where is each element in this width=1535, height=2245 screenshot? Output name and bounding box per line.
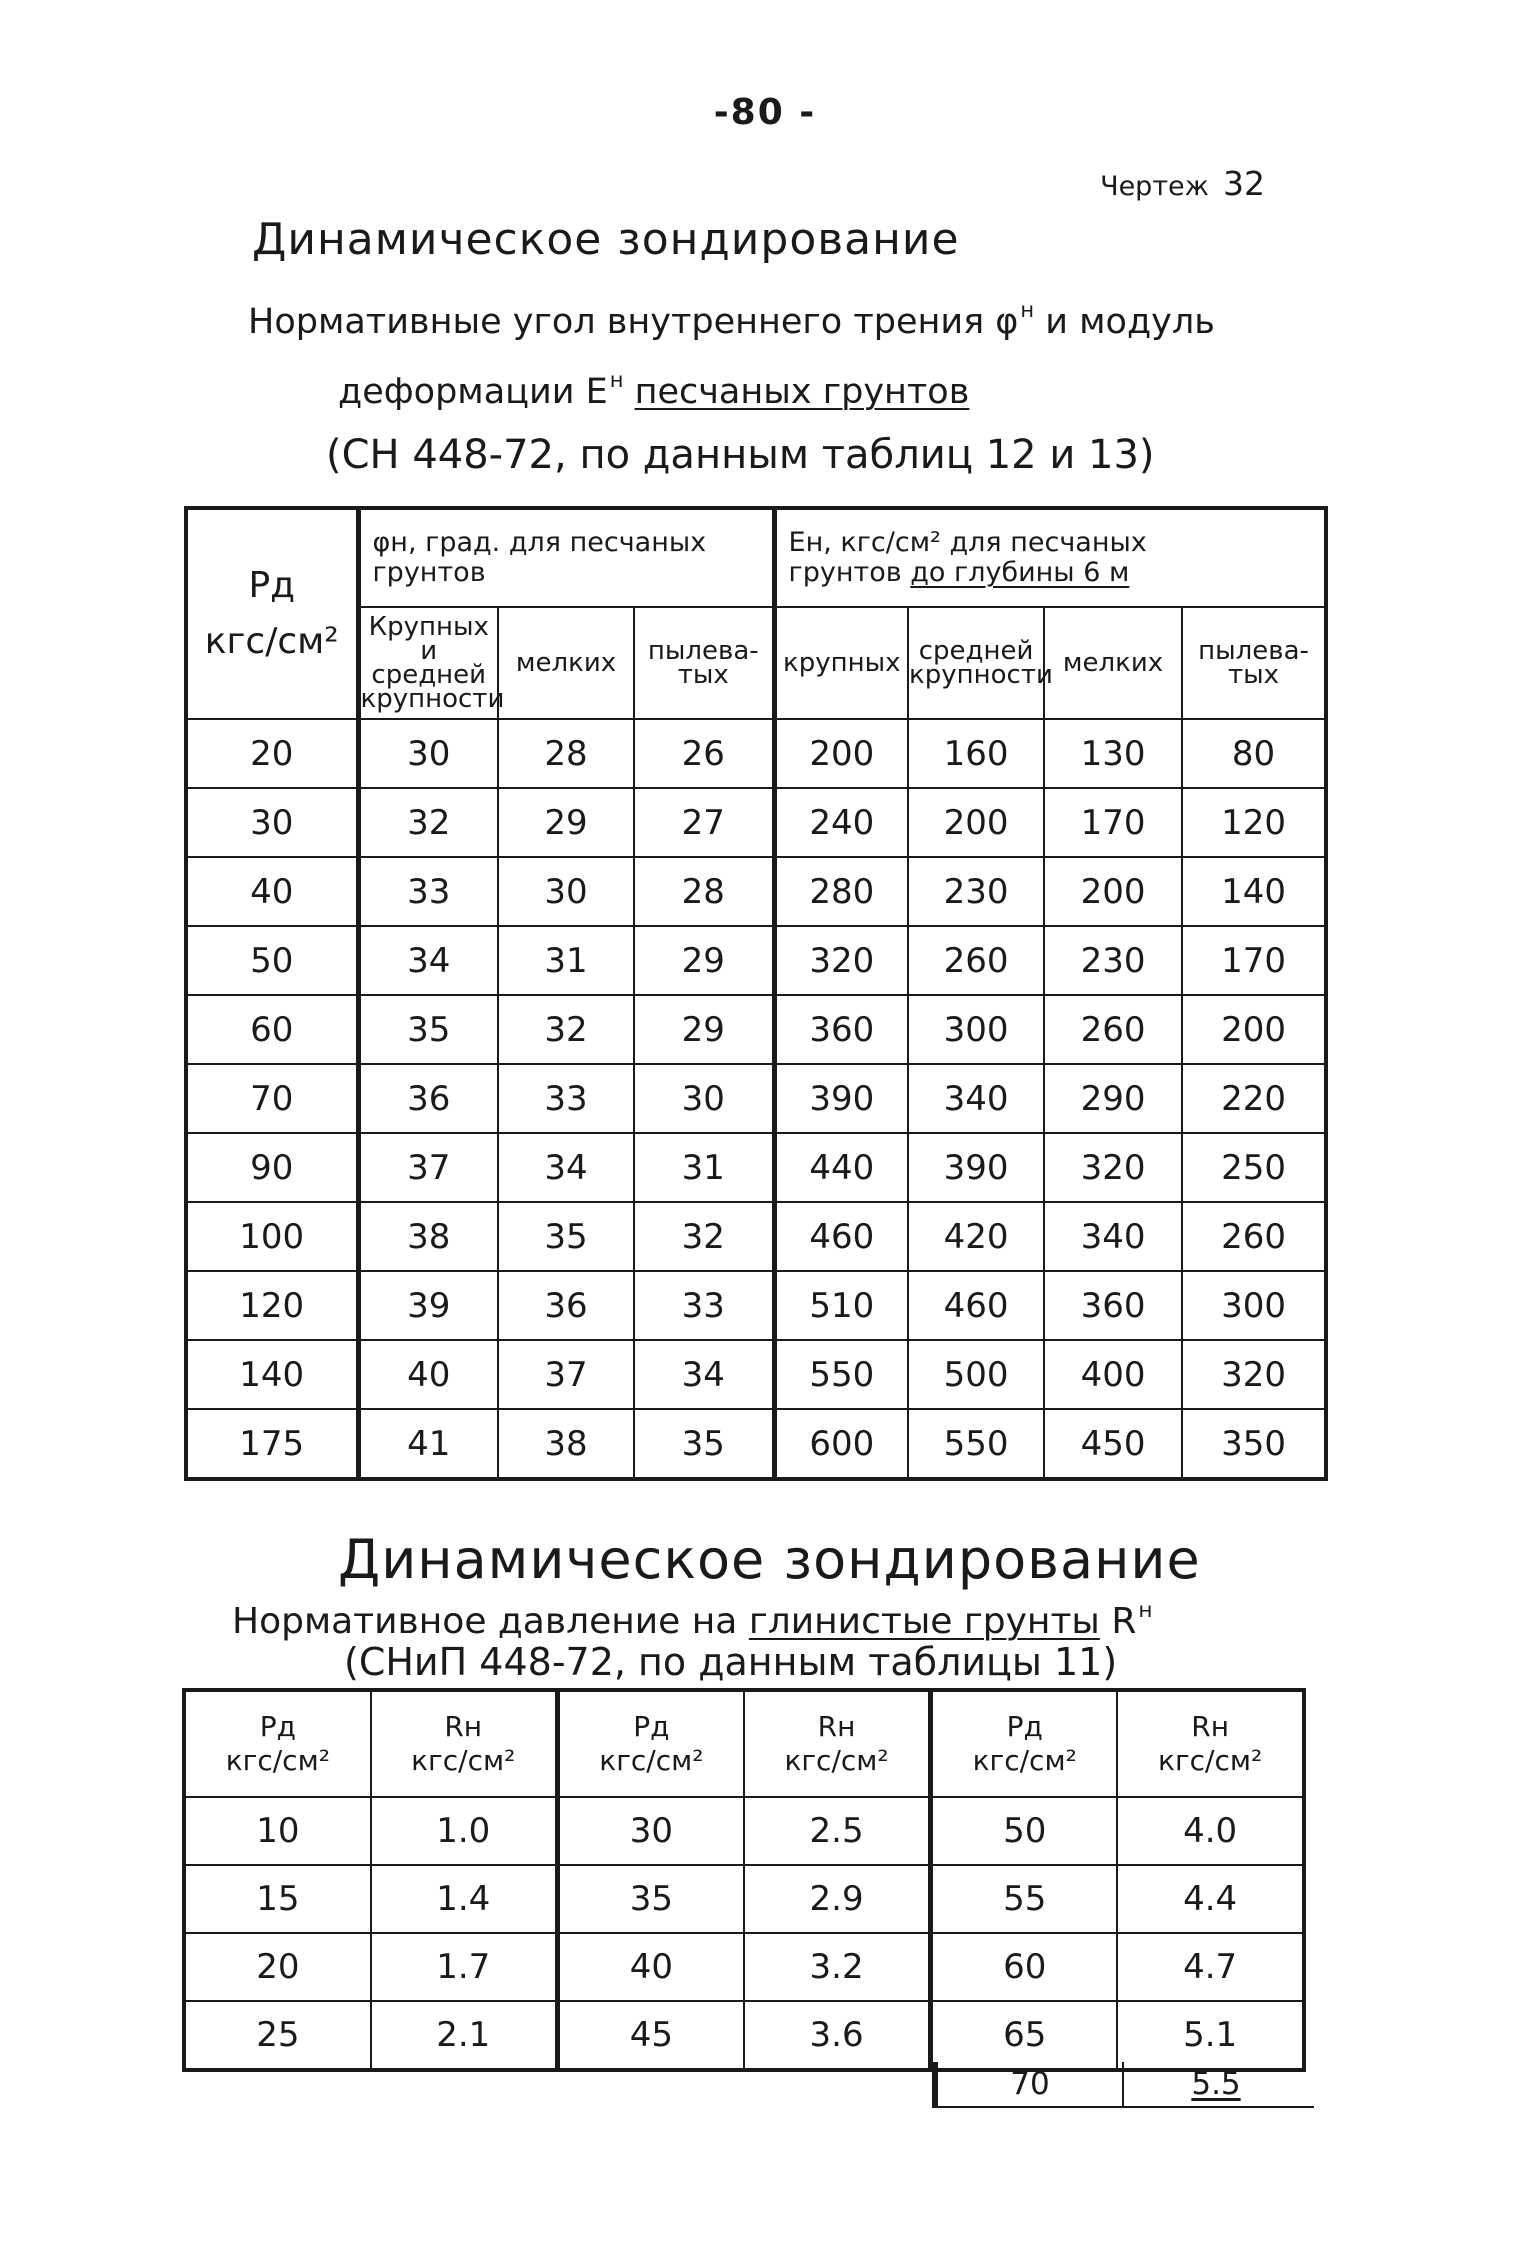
phi-cell: 41 xyxy=(358,1409,498,1479)
pd-cell: 140 xyxy=(186,1340,358,1409)
pd-cell: 35 xyxy=(557,1865,744,1933)
phi-group-header: φн, град. для песчаных грунтов xyxy=(358,508,774,607)
r-cell: 2.5 xyxy=(744,1797,931,1865)
e-cell: 400 xyxy=(1044,1340,1182,1409)
e-cell: 260 xyxy=(908,926,1044,995)
pd-header-label: Pд xyxy=(259,1710,296,1743)
unit-label: кгс/см² xyxy=(225,1744,330,1777)
table1-row xyxy=(186,1271,1326,1340)
table1-row xyxy=(186,1064,1326,1133)
table2-row xyxy=(184,2001,1304,2070)
pd-cell: 65 xyxy=(931,2001,1118,2070)
e-cell: 170 xyxy=(1044,788,1182,857)
phi-cell: 29 xyxy=(634,926,774,995)
phi-col-header: пылева-тых xyxy=(634,607,774,719)
phi-cell: 33 xyxy=(358,857,498,926)
unit-label: кгс/см² xyxy=(784,1744,889,1777)
table1-row xyxy=(186,1409,1326,1479)
e-group-header-line1: Eн, кгс/см² для песчаных xyxy=(788,527,1147,558)
e-cell: 550 xyxy=(774,1340,908,1409)
table1-row xyxy=(186,1202,1326,1271)
phi-cell: 34 xyxy=(634,1340,774,1409)
e-cell: 140 xyxy=(1182,857,1326,926)
phi-cell: 33 xyxy=(498,1064,634,1133)
e-group-header xyxy=(774,508,1326,607)
phi-col-header: Крупных и средней крупности xyxy=(358,607,498,719)
e-cell: 420 xyxy=(908,1202,1044,1271)
table2-subtitle-line1 xyxy=(232,1598,1152,1642)
phi-cell: 38 xyxy=(358,1202,498,1271)
unit-label: кгс/см² xyxy=(972,1744,1077,1777)
phi-cell: 29 xyxy=(498,788,634,857)
r-cell: 2.9 xyxy=(744,1865,931,1933)
page-number: -80 - xyxy=(713,92,817,133)
e-cell: 550 xyxy=(908,1409,1044,1479)
e-col-header: мелких xyxy=(1044,607,1182,719)
e-cell: 450 xyxy=(1044,1409,1182,1479)
e-group-header-line2 xyxy=(789,558,1325,588)
pd-cell: 55 xyxy=(931,1865,1118,1933)
r-header-cell xyxy=(1117,1690,1304,1797)
e-cell: 250 xyxy=(1182,1133,1326,1202)
phi-cell: 35 xyxy=(358,995,498,1064)
unit-label: кгс/см² xyxy=(1158,1744,1263,1777)
table1-title: Динамическое зондирование xyxy=(252,214,960,265)
table2-extra-r: 5.5 xyxy=(1191,2066,1241,2102)
e-cell: 170 xyxy=(1182,926,1326,995)
pd-header-label: Pд xyxy=(633,1710,670,1743)
phi-cell: 32 xyxy=(634,1202,774,1271)
e-col-header: средней крупности xyxy=(908,607,1044,719)
phi-cell: 39 xyxy=(358,1271,498,1340)
e-cell: 200 xyxy=(1044,857,1182,926)
pd-header-label: Pд xyxy=(248,565,296,606)
e-cell: 350 xyxy=(1182,1409,1326,1479)
e-group-header-line2-start: грунтов xyxy=(788,557,902,588)
pd-cell: 60 xyxy=(931,1933,1118,2001)
table2-subtitle-line1-start: Нормативное давление на xyxy=(232,1601,738,1643)
pd-cell: 45 xyxy=(557,2001,744,2070)
pd-header-unit: кгс/см² xyxy=(204,621,339,662)
e-cell: 260 xyxy=(1182,1202,1326,1271)
e-cell: 300 xyxy=(908,995,1044,1064)
e-cell: 390 xyxy=(908,1133,1044,1202)
e-cell: 260 xyxy=(1044,995,1182,1064)
e-cell: 600 xyxy=(774,1409,908,1479)
pd-cell: 90 xyxy=(186,1133,358,1202)
phi-cell: 28 xyxy=(634,857,774,926)
r-header-label: Rн xyxy=(444,1710,483,1743)
drawing-label xyxy=(1100,164,1265,203)
e-cell: 390 xyxy=(774,1064,908,1133)
e-group-header-line2-underlined: до глубины 6 м xyxy=(910,557,1130,588)
phi-cell: 36 xyxy=(358,1064,498,1133)
e-cell: 160 xyxy=(908,719,1044,788)
pd-cell: 60 xyxy=(186,995,358,1064)
phi-cell: 30 xyxy=(498,857,634,926)
phi-cell: 33 xyxy=(634,1271,774,1340)
e-cell: 290 xyxy=(1044,1064,1182,1133)
pd-header-cell xyxy=(184,1690,371,1797)
pd-header-cell xyxy=(557,1690,744,1797)
e-cell: 460 xyxy=(774,1202,908,1271)
table1-subtitle-sup2: н xyxy=(609,368,624,392)
phi-cell: 27 xyxy=(634,788,774,857)
table2-row xyxy=(184,1933,1304,2001)
table2-header-row xyxy=(184,1690,1304,1797)
r-cell: 2.1 xyxy=(371,2001,558,2070)
pd-cell: 40 xyxy=(186,857,358,926)
table2-extra-row xyxy=(932,2062,1314,2108)
e-cell: 320 xyxy=(1044,1133,1182,1202)
e-cell: 300 xyxy=(1182,1271,1326,1340)
e-cell: 440 xyxy=(774,1133,908,1202)
table1-row xyxy=(186,719,1326,788)
table1-row xyxy=(186,788,1326,857)
pd-cell: 15 xyxy=(184,1865,371,1933)
pd-cell: 30 xyxy=(186,788,358,857)
e-cell: 510 xyxy=(774,1271,908,1340)
r-cell: 4.0 xyxy=(1117,1797,1304,1865)
table1-subtitle-sup1: н xyxy=(1020,298,1035,322)
phi-cell: 28 xyxy=(498,719,634,788)
e-cell: 460 xyxy=(908,1271,1044,1340)
drawing-label-text: Чертеж xyxy=(1100,171,1209,202)
table1-row xyxy=(186,1340,1326,1409)
drawing-number: 32 xyxy=(1223,164,1265,203)
table1-subtitle-line3: (СН 448-72, по данным таблиц 12 и 13) xyxy=(326,432,1155,478)
phi-cell: 29 xyxy=(634,995,774,1064)
e-cell: 80 xyxy=(1182,719,1326,788)
e-cell: 200 xyxy=(1182,995,1326,1064)
e-cell: 280 xyxy=(774,857,908,926)
r-header-label: Rн xyxy=(1191,1710,1230,1743)
unit-label: кгс/см² xyxy=(599,1744,704,1777)
table2-extra-pd: 70 xyxy=(938,2062,1124,2106)
phi-cell: 40 xyxy=(358,1340,498,1409)
r-cell: 4.7 xyxy=(1117,1933,1304,2001)
phi-cell: 32 xyxy=(498,995,634,1064)
pd-cell: 50 xyxy=(931,1797,1118,1865)
table2-subtitle-r: R xyxy=(1111,1601,1137,1643)
e-cell: 340 xyxy=(1044,1202,1182,1271)
table1-subtitle-line2 xyxy=(338,368,969,412)
phi-cell: 34 xyxy=(358,926,498,995)
table1-subtitle-line2-end: песчаных грунтов xyxy=(634,371,970,412)
pd-cell: 25 xyxy=(184,2001,371,2070)
table1-subtitle-line1 xyxy=(248,298,1215,342)
pd-cell: 20 xyxy=(184,1933,371,2001)
table2-subtitle-line1-underlined: глинистые грунты xyxy=(748,1601,1100,1643)
r-cell: 1.7 xyxy=(371,1933,558,2001)
e-cell: 320 xyxy=(774,926,908,995)
e-cell: 220 xyxy=(1182,1064,1326,1133)
phi-cell: 34 xyxy=(498,1133,634,1202)
table1-subtitle-line1-end: и модуль xyxy=(1045,301,1215,342)
e-col-header: пылева-тых xyxy=(1182,607,1326,719)
table1-body xyxy=(186,719,1326,1479)
e-cell: 360 xyxy=(774,995,908,1064)
phi-cell: 32 xyxy=(358,788,498,857)
pd-cell: 20 xyxy=(186,719,358,788)
r-cell: 4.4 xyxy=(1117,1865,1304,1933)
table1-row xyxy=(186,926,1326,995)
pd-cell: 30 xyxy=(557,1797,744,1865)
e-cell: 360 xyxy=(1044,1271,1182,1340)
pd-cell: 175 xyxy=(186,1409,358,1479)
e-cell: 230 xyxy=(908,857,1044,926)
table1-row xyxy=(186,995,1326,1064)
e-cell: 200 xyxy=(908,788,1044,857)
phi-cell: 37 xyxy=(498,1340,634,1409)
phi-cell: 31 xyxy=(498,926,634,995)
unit-label: кгс/см² xyxy=(411,1744,516,1777)
e-col-header: крупных xyxy=(774,607,908,719)
phi-cell: 37 xyxy=(358,1133,498,1202)
pd-cell: 100 xyxy=(186,1202,358,1271)
e-cell: 500 xyxy=(908,1340,1044,1409)
phi-cell: 30 xyxy=(634,1064,774,1133)
pd-header-cell xyxy=(186,508,358,719)
table2-row xyxy=(184,1865,1304,1933)
pd-cell: 120 xyxy=(186,1271,358,1340)
pd-cell: 10 xyxy=(184,1797,371,1865)
table2-subtitle-line2: (СНиП 448-72, по данным таблицы 11) xyxy=(344,1640,1118,1684)
phi-cell: 36 xyxy=(498,1271,634,1340)
pd-header-label: Pд xyxy=(1006,1710,1043,1743)
pd-header-cell xyxy=(931,1690,1118,1797)
pd-cell: 50 xyxy=(186,926,358,995)
table1-row xyxy=(186,1133,1326,1202)
e-cell: 120 xyxy=(1182,788,1326,857)
e-cell: 340 xyxy=(908,1064,1044,1133)
table2 xyxy=(182,1688,1306,2072)
table2-row xyxy=(184,1797,1304,1865)
r-header-cell xyxy=(371,1690,558,1797)
r-cell: 1.4 xyxy=(371,1865,558,1933)
phi-col-header: мелких xyxy=(498,607,634,719)
table2-subtitle-sup: н xyxy=(1138,1598,1153,1623)
table1-subtitle-line2-start: деформации E xyxy=(338,371,608,412)
phi-cell: 35 xyxy=(498,1202,634,1271)
r-cell: 3.6 xyxy=(744,2001,931,2070)
phi-cell: 35 xyxy=(634,1409,774,1479)
e-cell: 240 xyxy=(774,788,908,857)
phi-cell: 26 xyxy=(634,719,774,788)
e-cell: 200 xyxy=(774,719,908,788)
e-cell: 130 xyxy=(1044,719,1182,788)
r-cell: 1.0 xyxy=(371,1797,558,1865)
e-cell: 230 xyxy=(1044,926,1182,995)
table1-subtitle-line1-text: Нормативные угол внутреннего трения φ xyxy=(248,301,1019,342)
phi-cell: 31 xyxy=(634,1133,774,1202)
pd-cell: 70 xyxy=(186,1064,358,1133)
r-header-cell xyxy=(744,1690,931,1797)
table1-row xyxy=(186,857,1326,926)
phi-cell: 30 xyxy=(358,719,498,788)
r-cell: 3.2 xyxy=(744,1933,931,2001)
e-cell: 320 xyxy=(1182,1340,1326,1409)
pd-cell: 40 xyxy=(557,1933,744,2001)
r-header-label: Rн xyxy=(817,1710,856,1743)
table2-title: Динамическое зондирование xyxy=(338,1528,1201,1591)
r-cell: 5.1 xyxy=(1117,2001,1304,2070)
table1 xyxy=(184,506,1328,1481)
table2-body xyxy=(184,1797,1304,2070)
phi-cell: 38 xyxy=(498,1409,634,1479)
